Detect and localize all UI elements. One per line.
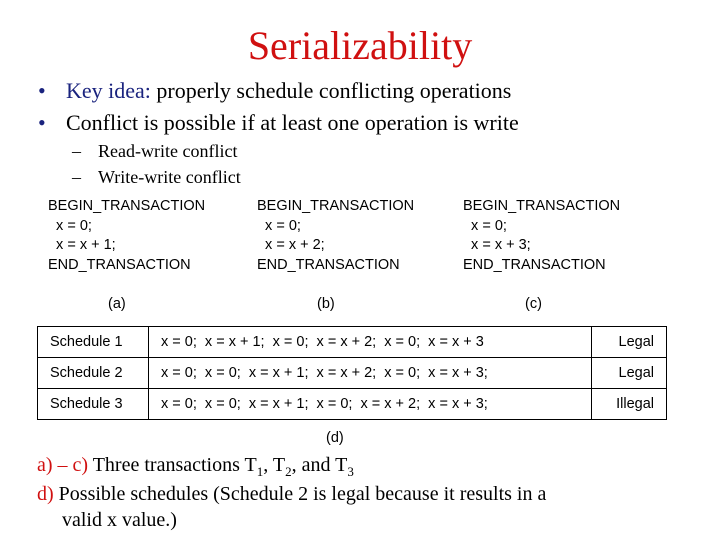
table-row (38, 389, 667, 420)
caption-line-3: valid x value.) (62, 509, 177, 531)
code-line: x = 0; (463, 217, 507, 234)
table-row (38, 358, 667, 389)
schedule-ops: x = 0; x = x + 1; x = 0; x = x + 2; x = 0; x = x + 3 (149, 327, 592, 358)
caption-text: , and T (291, 454, 348, 476)
code-line: END_TRANSACTION (257, 256, 400, 273)
caption-text: Possible schedules (Schedule 2 is legal because it results in a (53, 483, 547, 505)
code-line: BEGIN_TRANSACTION (463, 198, 621, 214)
schedule-name: Schedule 3 (38, 389, 149, 420)
schedule-ops: x = 0; x = 0; x = x + 1; x = x + 2; x = 0; x = x + 3; (149, 358, 592, 389)
schedule-ops: x = 0; x = 0; x = x + 1; x = 0; x = x + 2; x = x + 3; (149, 389, 592, 420)
caption-prefix: a) – c) (37, 454, 89, 476)
code-line: x = x + 1; (48, 237, 116, 253)
code-line: BEGIN_TRANSACTION (257, 198, 415, 214)
transaction-b-label: (b) (317, 296, 335, 312)
code-line: END_TRANSACTION (48, 256, 191, 273)
sub-bullet-write-write (72, 167, 241, 188)
code-line: x = x + 2; (257, 237, 325, 253)
transaction-c (463, 197, 620, 275)
bullet-dot: • (38, 78, 46, 103)
schedules-table (37, 326, 667, 420)
table-row (38, 327, 667, 358)
transaction-a (48, 197, 205, 275)
dash-marker: – (72, 141, 81, 161)
slide-title: Serializability (247, 23, 473, 68)
subscript: 1 (256, 464, 264, 479)
bullet-dot: • (38, 110, 46, 135)
dash-marker: – (72, 167, 81, 187)
subscript: 2 (285, 464, 292, 479)
bullet-text: properly schedule conflicting operations (150, 78, 512, 103)
transaction-a-label: (a) (108, 296, 126, 312)
schedule-name: Schedule 1 (38, 327, 149, 358)
code-line: BEGIN_TRANSACTION (48, 198, 206, 214)
caption-prefix: d) (37, 483, 54, 505)
bullet-text: Conflict is possible if at least one operation is write (66, 110, 519, 135)
bullet-key-label: Key idea: (66, 78, 151, 103)
code-line: x = 0; (257, 217, 301, 234)
schedule-name: Schedule 2 (38, 358, 149, 389)
schedule-result: Illegal (592, 389, 667, 420)
bullet-conflict (38, 110, 519, 136)
transaction-c-label: (c) (525, 296, 542, 312)
code-line: END_TRANSACTION (463, 256, 606, 273)
table-label: (d) (326, 430, 344, 446)
caption-line-2 (37, 483, 546, 506)
bullet-key-idea (38, 78, 511, 104)
transaction-b (257, 197, 414, 275)
code-line: x = 0; (48, 217, 92, 234)
code-line: x = x + 3; (463, 237, 531, 253)
caption-line-1 (37, 454, 354, 480)
schedule-result: Legal (592, 358, 667, 389)
subscript: 3 (347, 464, 354, 479)
caption-text: Three transactions T (88, 454, 257, 476)
sub-bullet-text: Write-write conflict (98, 167, 241, 187)
sub-bullet-text: Read-write conflict (98, 141, 238, 161)
schedule-result: Legal (592, 327, 667, 358)
sub-bullet-read-write (72, 141, 237, 162)
caption-text: , T (263, 454, 286, 476)
